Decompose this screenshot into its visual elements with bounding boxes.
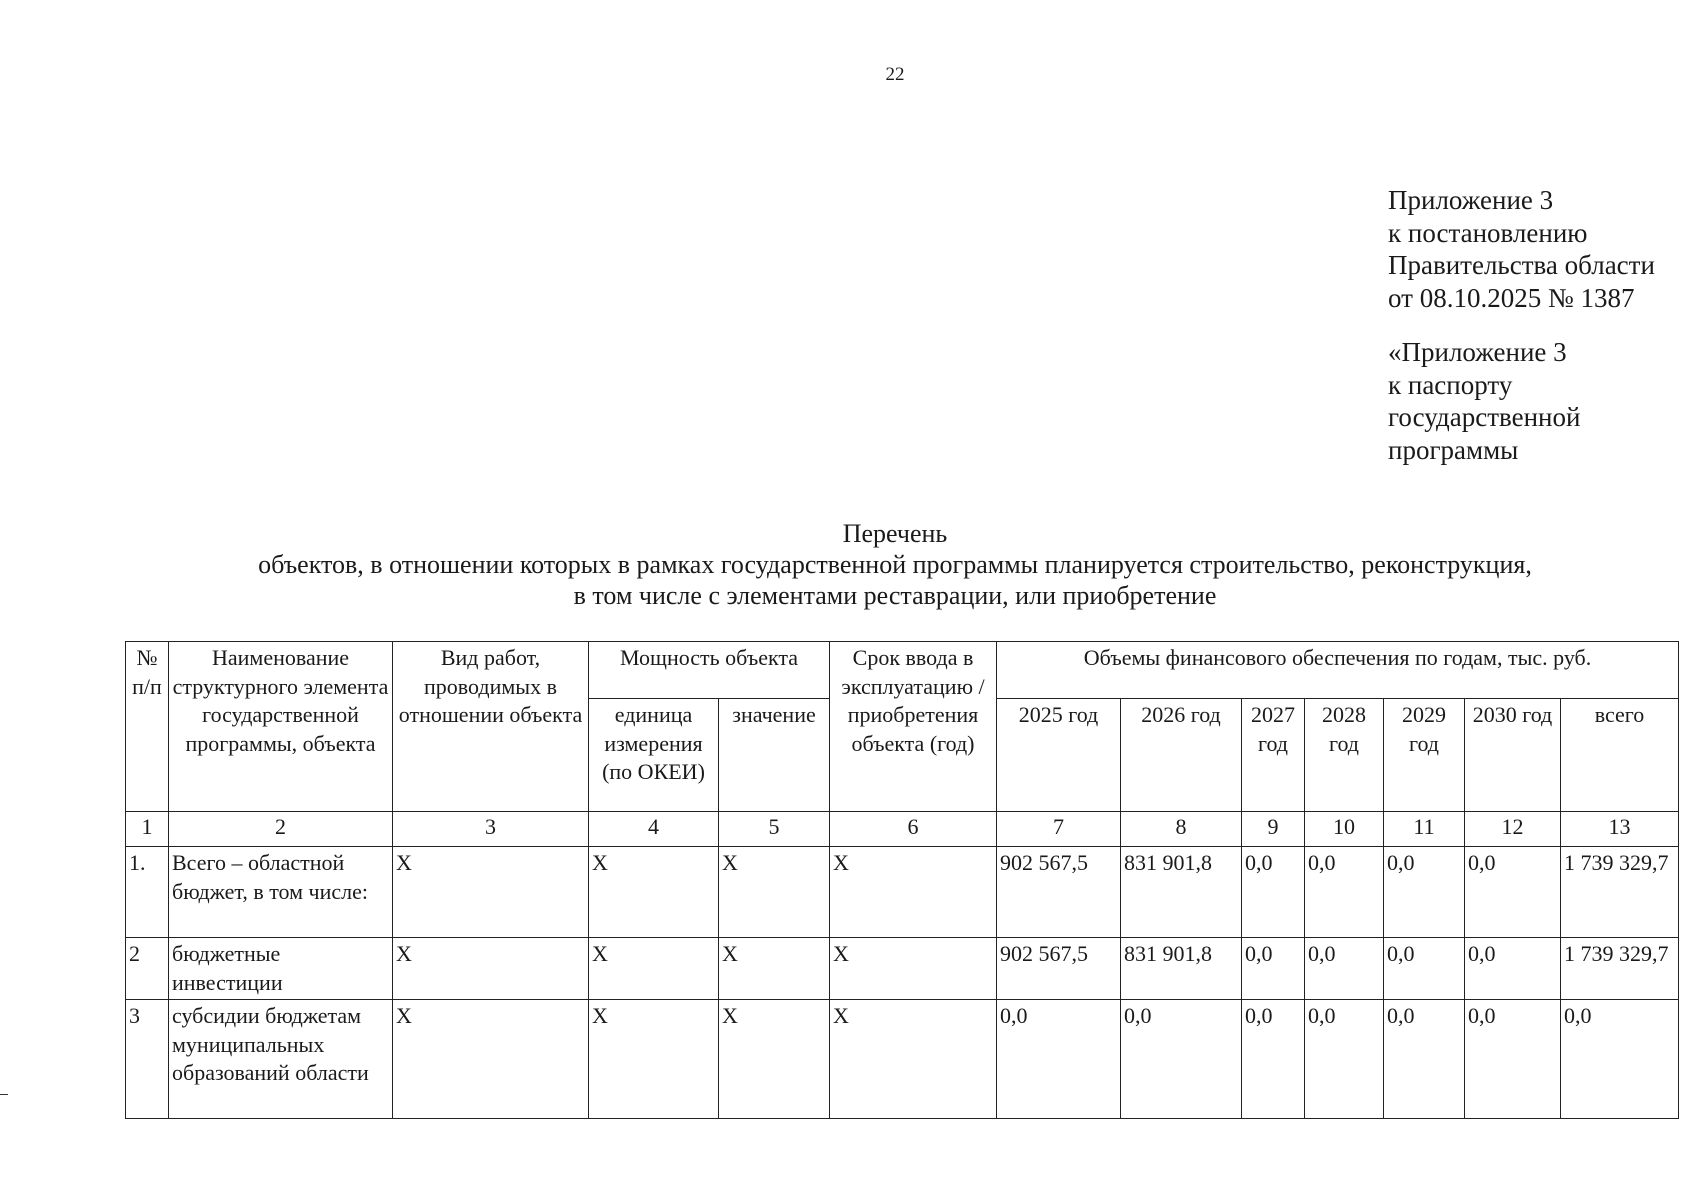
column-number: 4 [589,812,719,847]
row-value: X [719,1000,830,1119]
approval-spacer [1388,314,1655,336]
row-2025: 0,0 [997,1000,1121,1119]
column-number: 3 [393,812,589,847]
header-year-2027: 2027 год [1242,699,1305,812]
row-2025: 902 567,5 [997,847,1121,938]
column-number-row [126,812,1679,847]
column-number: 2 [169,812,393,847]
title-heading: Перечень [842,519,948,548]
approval-line: к паспорту [1388,369,1513,400]
header-capacity: Мощность объекта [589,642,830,699]
row-2027: 0,0 [1242,1000,1305,1119]
row-2026: 831 901,8 [1121,938,1242,1000]
row-2026: 831 901,8 [1121,847,1242,938]
column-number: 8 [1121,812,1242,847]
row-2028: 0,0 [1305,1000,1384,1119]
header-total: всего [1561,699,1679,812]
table-row [126,938,1679,1000]
row-total: 1 739 329,7 [1561,938,1679,1000]
row-2029: 0,0 [1384,1000,1465,1119]
header-year-2030: 2030 год [1465,699,1561,812]
header-term: Срок ввода в эксплуатацию / приобретения объекта (год) [830,642,997,812]
row-2026: 0,0 [1121,1000,1242,1119]
column-number: 6 [830,812,997,847]
row-num: 1. [126,847,169,938]
row-num: 2 [126,938,169,1000]
approval-line: «Приложение 3 [1388,337,1567,367]
header-num: № п/п [126,642,169,812]
row-value: X [719,938,830,1000]
row-2027: 0,0 [1242,847,1305,938]
header-year-2025: 2025 год [997,699,1121,812]
row-2030: 0,0 [1465,847,1561,938]
row-num: 3 [126,1000,169,1119]
column-number: 12 [1465,812,1561,847]
margin-mark [0,1094,8,1095]
row-2029: 0,0 [1384,938,1465,1000]
title-line: объектов, в отношении которых в рамках государственной программы планируется строительство, реконструкция, [258,550,1532,579]
row-total: 1 739 329,7 [1561,847,1679,938]
row-name: Всего – областной бюджет, в том числе: [169,847,393,938]
row-2028: 0,0 [1305,847,1384,938]
row-2028: 0,0 [1305,938,1384,1000]
header-unit: единица измерения (по ОКЕИ) [589,699,719,812]
row-term: X [830,847,997,938]
page-number: 22 [885,64,905,85]
table-row [126,847,1679,938]
row-value: X [719,847,830,938]
column-number: 7 [997,812,1121,847]
column-number: 9 [1242,812,1305,847]
approval-line: программы [1388,434,1519,465]
header-year-2028: 2028 год [1305,699,1384,812]
approval-line: к постановлению [1388,217,1588,248]
header-work: Вид работ, проводимых в отношении объекта [393,642,589,812]
column-number: 5 [719,812,830,847]
row-2030: 0,0 [1465,1000,1561,1119]
row-2030: 0,0 [1465,938,1561,1000]
row-total: 0,0 [1561,1000,1679,1119]
row-unit: X [589,1000,719,1119]
approval-line: государственной [1388,402,1581,432]
header-funding: Объемы финансового обеспечения по годам, тыс. руб. [997,642,1679,699]
header-year-2026: 2026 год [1121,699,1242,812]
approval-line: Приложение 3 [1388,185,1554,215]
row-unit: X [589,847,719,938]
row-2029: 0,0 [1384,847,1465,938]
column-number: 10 [1305,812,1384,847]
approval-block [1388,184,1655,466]
row-name: субсидии бюджетам муниципальных образований области [169,1000,393,1119]
row-name: бюджетные инвестиции [169,938,393,1000]
row-work: X [393,938,589,1000]
table-row [126,1000,1679,1119]
row-2025: 902 567,5 [997,938,1121,1000]
header-value: значение [719,699,830,812]
column-number: 13 [1561,812,1679,847]
objects-table [125,641,1679,1119]
row-2027: 0,0 [1242,938,1305,1000]
row-term: X [830,1000,997,1119]
title-line: в том числе с элементами реставрации, или приобретение [573,581,1217,610]
row-work: X [393,847,589,938]
header-name: Наименование структурного элемента государственной программы, объекта [169,642,393,812]
column-number: 1 [126,812,169,847]
approval-line: от 08.10.2025 № 1387 [1388,282,1635,313]
document-title [0,518,1697,611]
row-unit: X [589,938,719,1000]
row-work: X [393,1000,589,1119]
approval-line: Правительства области [1388,250,1655,280]
column-number: 11 [1384,812,1465,847]
header-year-2029: 2029 год [1384,699,1465,812]
row-term: X [830,938,997,1000]
